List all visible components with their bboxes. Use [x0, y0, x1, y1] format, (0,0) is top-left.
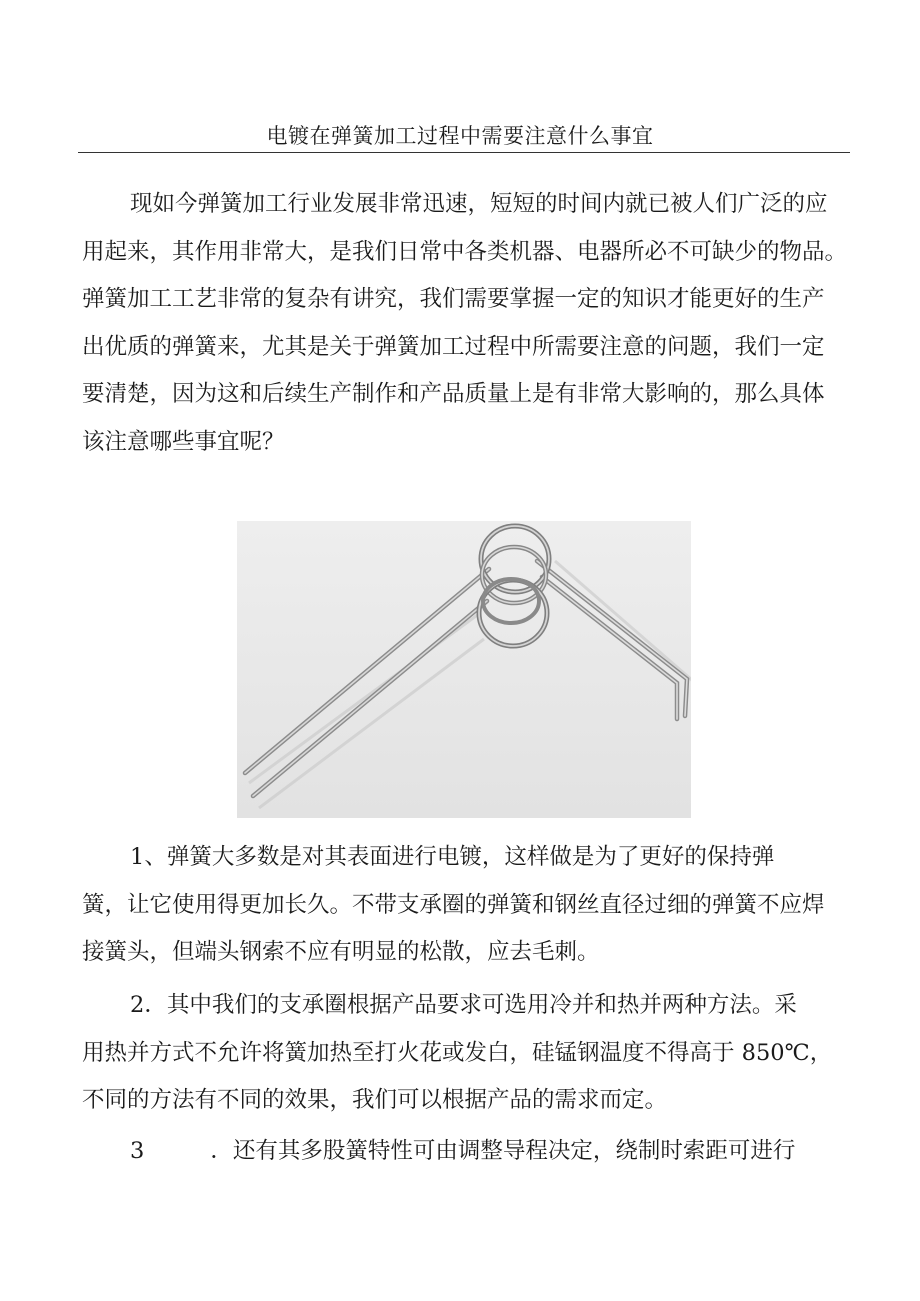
item2-paragraph	[82, 982, 862, 1125]
item2-line: 用热并方式不允许将簧加热至打火花或发白，硅锰钢温度不得高于 850℃，	[82, 1039, 833, 1066]
intro-line: 出优质的弹簧来，尤其是关于弹簧加工过程中所需要注意的问题，我们一定	[82, 333, 825, 360]
intro-line: 要清楚，因为这和后续生产制作和产品质量上是有非常大影响的，那么具体	[82, 381, 825, 407]
item2-line: 不同的方法有不同的效果，我们可以根据产品的需求而定。	[82, 1087, 668, 1113]
spring-photo	[237, 521, 691, 818]
item1-line: 簧，让它使用得更加长久。不带支承圈的弹簧和钢丝直径过细的弹簧不应焊	[82, 891, 825, 918]
intro-line: 该注意哪些事宜呢？	[82, 428, 285, 455]
header-rule	[78, 152, 850, 153]
item3-number: 3	[130, 1138, 145, 1164]
item1-line: 接簧头，但端头钢索不应有明显的松散，应去毛刺。	[82, 939, 600, 965]
intro-line: 用起来，其作用非常大，是我们日常中各类机器、电器所必不可缺少的物品。	[82, 238, 848, 265]
page-title: 电镀在弹簧加工过程中需要注意什么事宜	[266, 124, 654, 148]
item2-line: 2．其中我们的支承圈根据产品要求可选用冷并和热并两种方法。采	[130, 992, 797, 1018]
item3-paragraph	[82, 1128, 862, 1176]
item3-line	[82, 1128, 862, 1176]
item3-text: ．还有其多股簧特性可由调整导程决定，绕制时索距可进行	[210, 1138, 796, 1164]
item1-line: 1、弹簧大多数是对其表面进行电镀，这样做是为了更好的保持弹	[130, 844, 775, 870]
intro-line: 弹簧加工工艺非常的复杂有讲究，我们需要掌握一定的知识才能更好的生产	[82, 286, 825, 312]
torsion-spring-image	[237, 521, 691, 818]
item1-paragraph	[82, 834, 862, 977]
intro-paragraph	[82, 181, 862, 466]
intro-line: 现如今弹簧加工行业发展非常迅速，短短的时间内就已被人们广泛的应	[130, 191, 828, 217]
